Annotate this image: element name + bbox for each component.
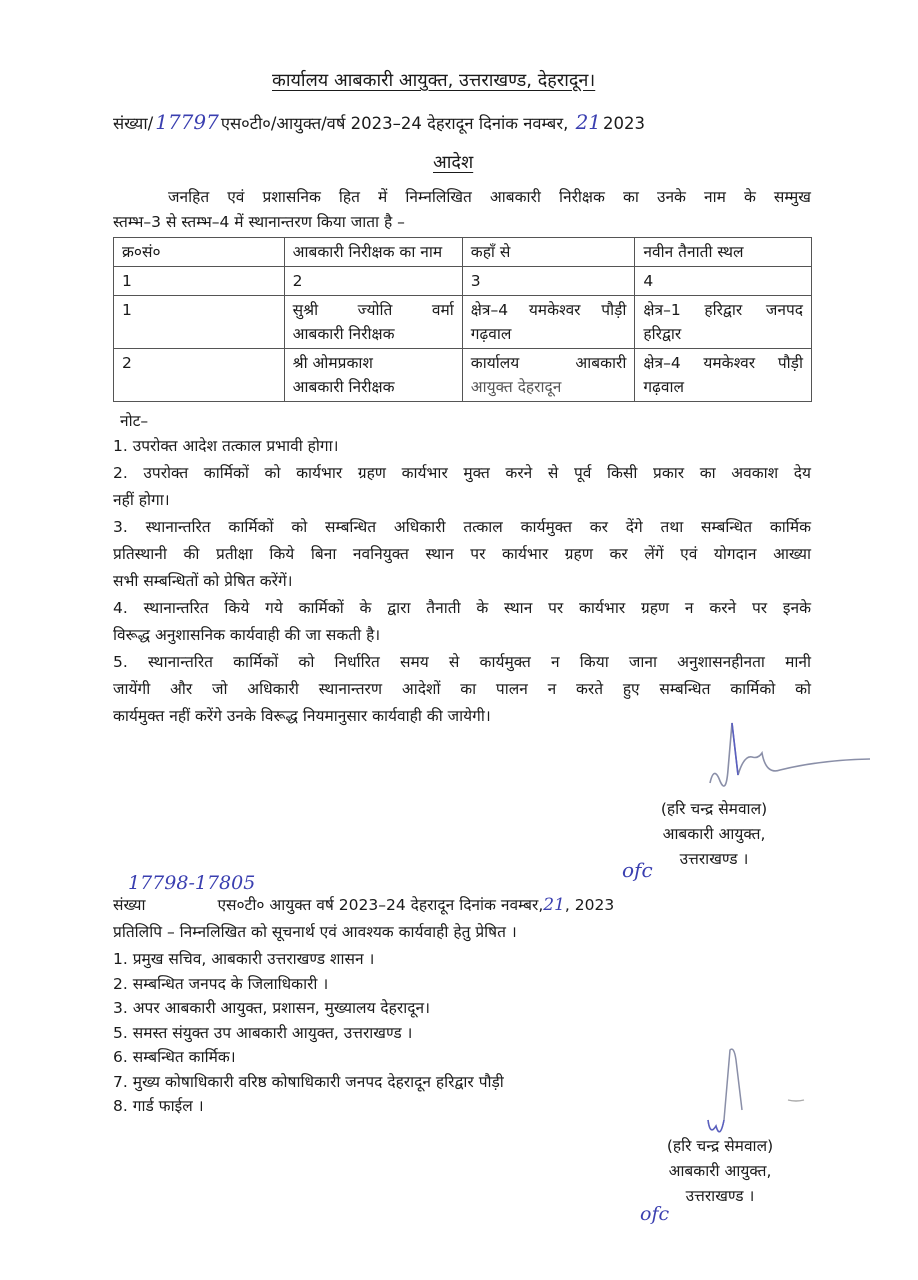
table-header-row	[114, 238, 812, 267]
table-row	[114, 296, 812, 349]
cell-to	[635, 296, 812, 349]
note-line: 4. स्थानान्तरित किये गये कार्मिकों के द्वारा तैनाती के स्थान पर कार्यभार ग्रहण न करने पर इनके	[113, 599, 811, 617]
note-line: जायेंगी और जो अधिकारी स्थानान्तरण आदेशों का पालन न करते हुए सम्बन्धित कार्मिको को	[113, 680, 811, 698]
copy-intro: प्रतिलिपि – निम्नलिखित को सूचनार्थ एवं आवश्यक कार्यवाही हेतु प्रेषित ।	[113, 923, 517, 941]
recipient-item: 7. मुख्य कोषाधिकारी वरिष्ठ कोषाधिकारी जनपद देहरादून हरिद्वार पौड़ी	[113, 1072, 504, 1091]
note-line: 3. स्थानान्तरित कार्मिकों को सम्बन्धित अधिकारी तत्काल कार्यमुक्त कर देंगे तथा सम्बन्धित कार्मिक	[113, 518, 811, 536]
to-line: गढ़वाल	[643, 378, 685, 396]
signature-scribble-icon	[700, 715, 880, 795]
recipient-item: 5. समस्त संयुक्त उप आबकारी आयुक्त, उत्तराखण्ड ।	[113, 1023, 413, 1042]
note-line: 2. उपरोक्त कार्मिकों को कार्यभार ग्रहण कार्यभार मुक्त करने से पूर्व किसी प्रकार का अवकाश देय	[113, 464, 811, 482]
handwritten-day: 21	[575, 110, 602, 134]
reference-line	[113, 112, 645, 133]
column-number: 1	[114, 267, 285, 296]
copy-reference-line	[113, 897, 614, 914]
intro-line: स्तम्भ–3 से स्तम्भ–4 में स्थानान्तरण किया जाता है –	[113, 213, 405, 231]
recipient-item: 2. सम्बन्धित जनपद के जिलाधिकारी ।	[113, 974, 329, 993]
from-line: कार्यालय आबकारी	[470, 354, 627, 372]
transfer-table	[113, 237, 812, 402]
recipient-item: 3. अपर आबकारी आयुक्त, प्रशासन, मुख्यालय देहरादून।	[113, 999, 430, 1017]
note-line: 1. उपरोक्त आदेश तत्काल प्रभावी होगा।	[113, 437, 339, 455]
note-line: विरूद्ध अनुशासनिक कार्यवाही की जा सकती है।	[113, 626, 381, 644]
signatory-designation: आबकारी आयुक्त,	[662, 825, 766, 843]
cell-to	[635, 349, 812, 402]
office-title: कार्यालय आबकारी आयुक्त, उत्तराखण्ड, देहरादून।	[272, 70, 596, 91]
signatory-designation: आबकारी आयुक्त,	[668, 1162, 772, 1180]
cell-sn: 2	[114, 349, 285, 402]
to-line: क्षेत्र–4 यमकेश्वर पौड़ी	[643, 354, 803, 372]
recipient-item: 1. प्रमुख सचिव, आबकारी उत्तराखण्ड शासन ।	[113, 950, 375, 968]
copy-ref-prefix: संख्या	[113, 896, 146, 914]
cell-from	[462, 349, 635, 402]
note-line: 5. स्थानान्तरित कार्मिकों को निर्धारित समय से कार्यमुक्त न किया जाना अनुशासनहीनता मानी	[113, 653, 811, 671]
from-line: क्षेत्र–4 यमकेश्वर पौड़ी	[470, 301, 627, 319]
ref-year: 2023	[603, 114, 646, 133]
designation-line: आबकारी निरीक्षक	[292, 325, 395, 343]
column-number: 3	[462, 267, 635, 296]
note-item	[113, 595, 811, 649]
note-line: प्रतिस्थानी की प्रतीक्षा किये बिना नवनियुक्त स्थान पर कार्यभार ग्रहण कर लेंगें एवं योगदान आख्या	[113, 545, 811, 563]
note-line: नहीं होगा।	[113, 491, 170, 509]
from-line: गढ़वाल	[470, 325, 512, 343]
copy-ref-year: , 2023	[564, 896, 615, 914]
signatory-name: (हरि चन्द्र सेमवाल)	[660, 800, 768, 818]
handwritten-initials: ofc	[622, 858, 653, 882]
signatory-state: उत्तराखण्ड ।	[685, 1187, 755, 1205]
header-cell-from: कहाँ से	[462, 238, 635, 267]
note-line: कार्यमुक्त नहीं करेंगे उनके विरूद्ध नियमानुसार कार्यवाही की जायेगी।	[113, 707, 491, 725]
note-item	[113, 460, 811, 514]
handwritten-initials: ofc	[640, 1203, 670, 1225]
handwritten-copy-ref-numbers: 17798-17805	[128, 872, 256, 894]
intro-paragraph	[113, 185, 811, 235]
to-line: हरिद्वार	[643, 325, 682, 343]
name-line: श्री ओमप्रकाश	[292, 354, 373, 372]
note-line: सभी सम्बन्धितों को प्रेषित करेंगें।	[113, 572, 293, 590]
note-item	[113, 433, 811, 460]
table-column-number-row	[114, 267, 812, 296]
cell-sn: 1	[114, 296, 285, 349]
notes-label: नोट–	[120, 412, 149, 430]
column-number: 2	[284, 267, 462, 296]
signatory-state: उत्तराखण्ड ।	[679, 850, 749, 868]
column-number: 4	[635, 267, 812, 296]
copy-ref-middle: एस०टी० आयुक्त वर्ष 2023–24 देहरादून दिनांक नवम्बर,	[217, 896, 544, 914]
header-cell-name: आबकारी निरीक्षक का नाम	[284, 238, 462, 267]
cell-from	[462, 296, 635, 349]
from-line: आयुक्त देहरादून	[470, 378, 562, 396]
header-cell-to: नवीन तैनाती स्थल	[635, 238, 812, 267]
recipient-item: 8. गार्ड फाईल ।	[113, 1097, 204, 1115]
name-line: सुश्री ज्योति वर्मा	[292, 301, 454, 319]
slash-separator: /	[147, 114, 154, 133]
signature-scribble-icon	[700, 1040, 810, 1140]
ref-prefix: संख्या	[113, 114, 148, 133]
handwritten-copy-day: 21	[543, 895, 565, 915]
intro-line: जनहित एवं प्रशासनिक हित में निम्नलिखित आबकारी निरीक्षक का उनके नाम के सम्मुख	[168, 188, 811, 206]
to-line: क्षेत्र–1 हरिद्वार जनपद	[643, 301, 803, 319]
cell-name	[284, 349, 462, 402]
recipient-item: 6. सम्बन्धित कार्मिक।	[113, 1048, 236, 1066]
order-title: आदेश	[433, 152, 474, 173]
handwritten-ref-number: 17797	[155, 110, 219, 134]
note-item	[113, 514, 811, 595]
notes-list	[113, 433, 811, 730]
header-cell-sn: क्र०सं०	[114, 238, 285, 267]
cell-name	[284, 296, 462, 349]
recipients-list	[113, 947, 504, 1119]
table-row	[114, 349, 812, 402]
signatory-name: (हरि चन्द्र सेमवाल)	[666, 1137, 774, 1155]
signature-block-2	[620, 1134, 820, 1209]
designation-line: आबकारी निरीक्षक	[292, 378, 395, 396]
ref-middle: एस०टी०/आयुक्त/वर्ष 2023–24 देहरादून दिनांक नवम्बर,	[220, 114, 569, 133]
